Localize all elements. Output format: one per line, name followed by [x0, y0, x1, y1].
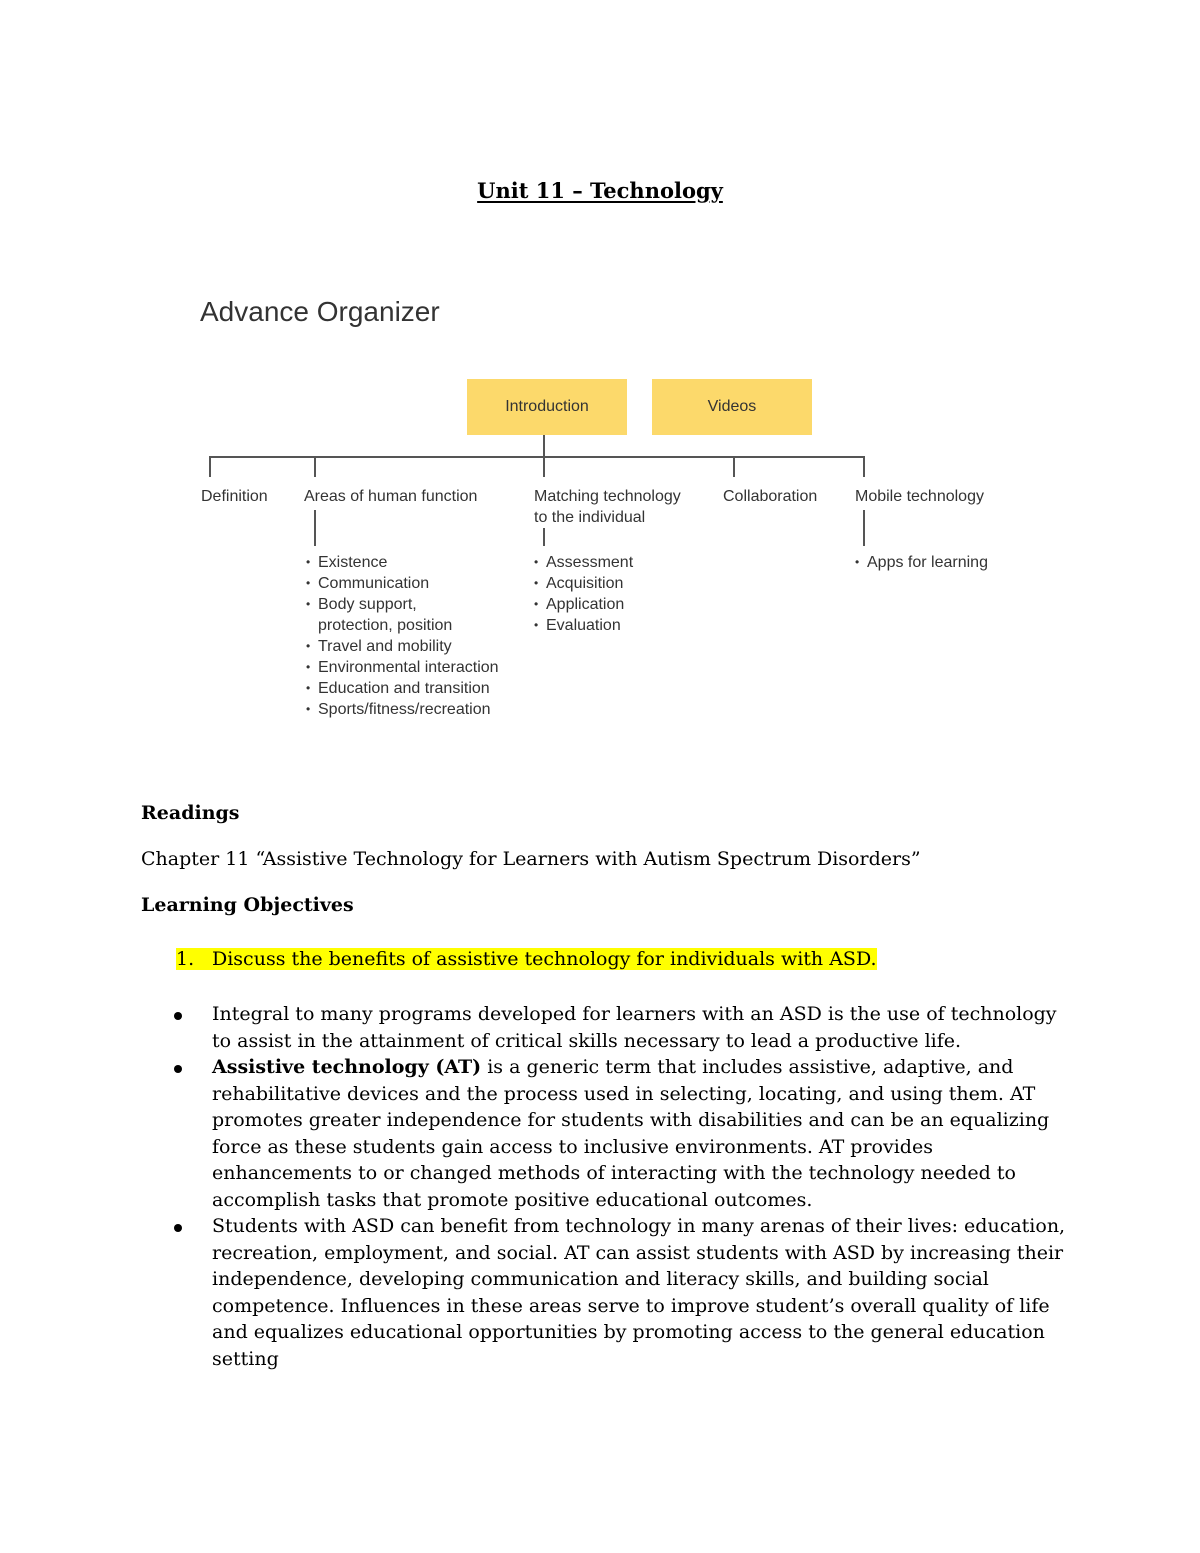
bullet-item — [172, 1001, 1072, 1054]
list-item-continuation — [306, 615, 499, 636]
list-item: • Body support, — [306, 594, 499, 615]
bullet-text: Integral to many programs developed for learners with an ASD is the use of technology to assist in the attainment of critical skills necessary to lead a productive life. — [212, 1003, 1057, 1052]
objective-text: Discuss the benefits of assistive technology for individuals with ASD. — [212, 948, 877, 970]
readings-heading: Readings — [141, 802, 240, 824]
connector-line — [314, 510, 316, 546]
objective-highlight — [176, 948, 877, 970]
bullet-dot-icon — [174, 1224, 182, 1232]
node-matching-line1: Matching technology — [534, 488, 681, 505]
human-function-list — [306, 552, 499, 720]
mobile-list — [855, 552, 988, 573]
bullet-bold-term: Assistive technology (AT) — [212, 1056, 482, 1078]
connector-line — [863, 510, 865, 546]
node-areas-of-human-function: Areas of human function — [304, 488, 478, 505]
list-item-text: protection, position — [318, 617, 453, 634]
list-item: • Environmental interaction — [306, 657, 499, 678]
matching-list — [534, 552, 633, 636]
objective-1 — [176, 948, 877, 970]
advance-organizer-diagram — [190, 290, 1030, 740]
diagram-title: Advance Organizer — [200, 296, 440, 327]
connector-line — [314, 456, 316, 477]
list-item: • Existence — [306, 552, 499, 573]
branch-line — [209, 456, 865, 458]
reading-text: Chapter 11 “Assistive Technology for Learners with Autism Spectrum Disorders” — [141, 848, 921, 870]
videos-box: Videos — [652, 379, 812, 435]
list-item: • Application — [534, 594, 633, 615]
list-item: • Apps for learning — [855, 552, 988, 573]
list-item: • Acquisition — [534, 573, 633, 594]
node-mobile-technology: Mobile technology — [855, 488, 984, 505]
page-title: Unit 11 – Technology — [477, 178, 723, 203]
list-item: • Communication — [306, 573, 499, 594]
node-matching-line2: to the individual — [534, 509, 646, 526]
connector-line — [209, 456, 211, 477]
list-item: • Education and transition — [306, 678, 499, 699]
node-matching-technology — [534, 486, 681, 528]
objective-number: 1. — [176, 948, 195, 970]
objectives-heading: Learning Objectives — [141, 894, 354, 916]
bullet-text: Students with ASD can benefit from technology in many arenas of their lives: education, recreation, employment, and social. AT can assist students with ASD by increasing their independence, developing communication and literacy skills, and building social competence. Influences in these areas serve to improve student’s overall quality of life and equalizes educational opportunities by promoting access to the general education setting — [212, 1215, 1066, 1370]
list-item: • Evaluation — [534, 615, 633, 636]
connector-line — [543, 528, 545, 546]
list-item: • Assessment — [534, 552, 633, 573]
connector-line — [733, 456, 735, 477]
objective-bullets — [172, 1001, 1072, 1372]
bullet-item — [172, 1213, 1072, 1372]
node-definition: Definition — [201, 488, 268, 505]
bullet-text: is a generic term that includes assistive, adaptive, and rehabilitative devices and the process used in selecting, locating, and using them. AT promotes greater independence for students with disabilities and can be an equalizing force as these students gain access to inclusive environments. AT provides enhancements to or changed methods of interacting with the technology needed to accomplish tasks that promote positive educational outcomes. — [212, 1056, 1050, 1211]
bullet-item — [172, 1054, 1072, 1213]
list-item: • Sports/fitness/recreation — [306, 699, 499, 720]
bullet-dot-icon — [174, 1012, 182, 1020]
bullet-dot-icon — [174, 1065, 182, 1073]
list-item: • Travel and mobility — [306, 636, 499, 657]
introduction-box: Introduction — [467, 379, 627, 435]
node-collaboration: Collaboration — [723, 488, 818, 505]
connector-line — [863, 456, 865, 477]
